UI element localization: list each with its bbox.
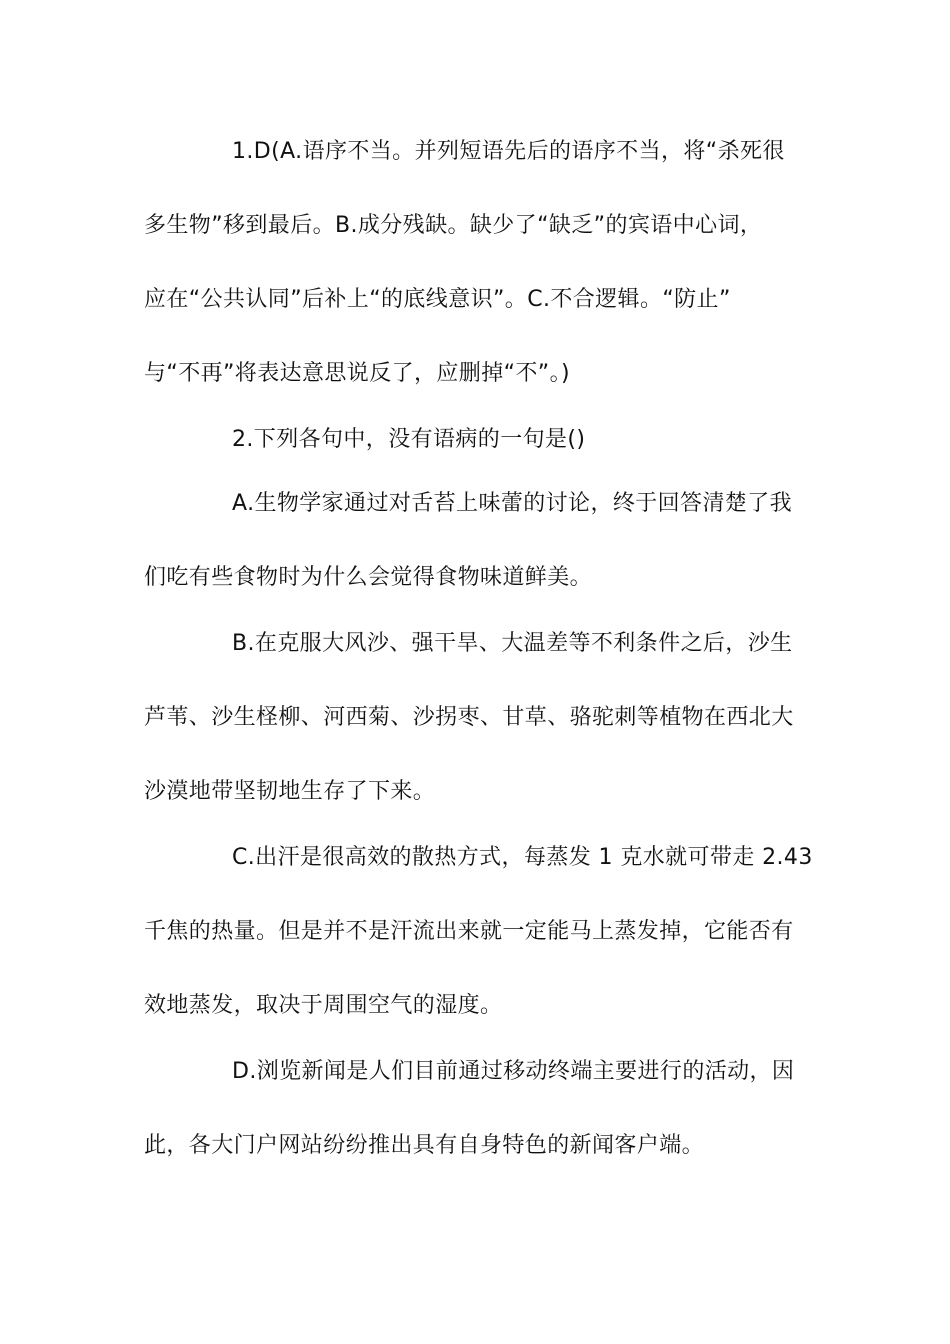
option-b-line-1: B.在克服大风沙、强干旱、大温差等不利条件之后，沙生	[232, 631, 793, 656]
answer-1-line-4: 与“不再”将表达意思说反了，应删掉“不”。)	[144, 361, 570, 386]
answer-1-line-1: 1.D(A.语序不当。并列短语先后的语序不当，将“杀死很	[232, 139, 785, 164]
option-d-line-1: D.浏览新闻是人们目前通过移动终端主要进行的活动，因	[232, 1059, 795, 1084]
answer-1-line-3: 应在“公共认同”后补上“的底线意识”。C.不合逻辑。“防止”	[144, 287, 731, 312]
answer-1-line-2: 多生物”移到最后。B.成分残缺。缺少了“缺乏”的宾语中心词，	[144, 213, 763, 238]
option-c-line-3: 效地蒸发，取决于周围空气的湿度。	[144, 993, 503, 1018]
option-c-line-2: 千焦的热量。但是并不是汗流出来就一定能马上蒸发掉，它能否有	[144, 919, 794, 944]
option-d-line-2: 此，各大门户网站纷纷推出具有自身特色的新闻客户端。	[144, 1133, 705, 1158]
option-b-line-2: 芦苇、沙生柽柳、河西菊、沙拐枣、甘草、骆驼刺等植物在西北大	[144, 705, 794, 730]
option-a-line-2: 们吃有些食物时为什么会觉得食物味道鲜美。	[144, 565, 593, 590]
option-a-line-1: A.生物学家通过对舌苔上味蕾的讨论，终于回答清楚了我	[232, 491, 793, 516]
option-c-line-1: C.出汗是很高效的散热方式，每蒸发 1 克水就可带走 2.43	[232, 845, 813, 870]
option-b-line-3: 沙漠地带坚韧地生存了下来。	[144, 779, 436, 804]
question-2-stem: 2.下列各句中，没有语病的一句是()	[232, 427, 586, 452]
